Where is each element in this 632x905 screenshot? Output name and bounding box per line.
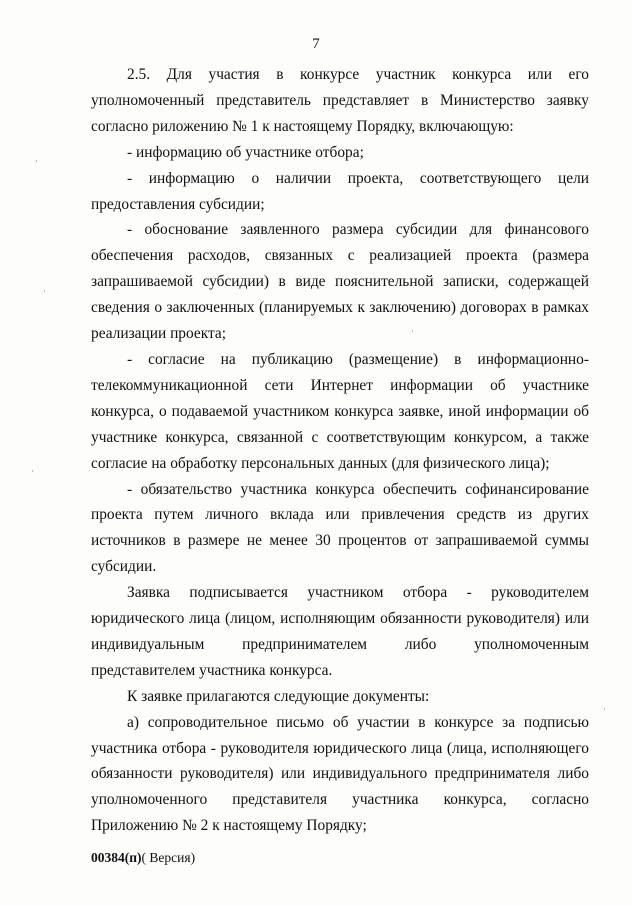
document-body bbox=[91, 62, 589, 839]
page-number: 7 bbox=[312, 36, 320, 52]
document-version: ( Версия) bbox=[141, 850, 196, 865]
scan-speck bbox=[32, 470, 33, 472]
paragraph-attached-documents: К заявке прилагаются следующие документы: bbox=[127, 687, 430, 705]
list-item-project-info: - информацию о наличии проекта, соответствующего цели предоставления субсидии; bbox=[91, 169, 589, 213]
list-item-subsidy-justification: - обоснование заявленного размера субсидии для финансового обеспечения расходов, связанных с реализацией проекта (размера запрашиваемой субсидии) в виде пояснительной записки, содержащей сведения о заключенных (планируемых к заключению) договорах в рамках реализации проекта; bbox=[91, 221, 589, 343]
list-item-cover-letter: а) сопроводительное письмо об участии в конкурсе за подписью участника отбора - руководителя юридического лица (лица, исполняющего обязанности руководителя) или индивидуального предпринимателя либо уполномоченного представителя участника конкурса, согласно Приложению № 2 к настоящему Порядку; bbox=[91, 713, 589, 835]
document-footer bbox=[91, 850, 195, 866]
scan-speck bbox=[412, 330, 413, 332]
scan-speck bbox=[36, 160, 37, 162]
paragraph-2-5: 2.5. Для участия в конкурсе участник конкурса или его уполномоченный представитель представляет в Министерство заявку согласно риложению № 1 к настоящему Порядку, включающую: bbox=[91, 66, 589, 135]
scan-speck bbox=[44, 290, 45, 292]
document-code: 00384(п) bbox=[91, 850, 142, 865]
paragraph-application-signature: Заявка подписывается участником отбора - руководителем юридического лица (лицом, исполняющим обязанности руководителя) или индивидуальным предпринимателем либо уполномоченным представителем участника конкурса. bbox=[91, 584, 589, 679]
list-item-publication-consent: - согласие на публикацию (размещение) в информационно-телекоммуникационной сети Интернет информации об участнике конкурса, о подаваемой участником конкурса заявке, иной информации об участнике конкурса, связанной с соответствующим конкурсом, а также согласие на обработку персональных данных (для физического лица); bbox=[91, 350, 589, 472]
list-item-cofinancing-obligation: - обязательство участника конкурса обеспечить софинансирование проекта путем личного вклада или привлечения средств из других источников в размере не менее 30 процентов от запрашиваемой суммы субсидии. bbox=[91, 480, 589, 576]
list-item-participant-info: - информацию об участнике отбора; bbox=[127, 143, 364, 161]
scan-speck bbox=[604, 708, 605, 710]
